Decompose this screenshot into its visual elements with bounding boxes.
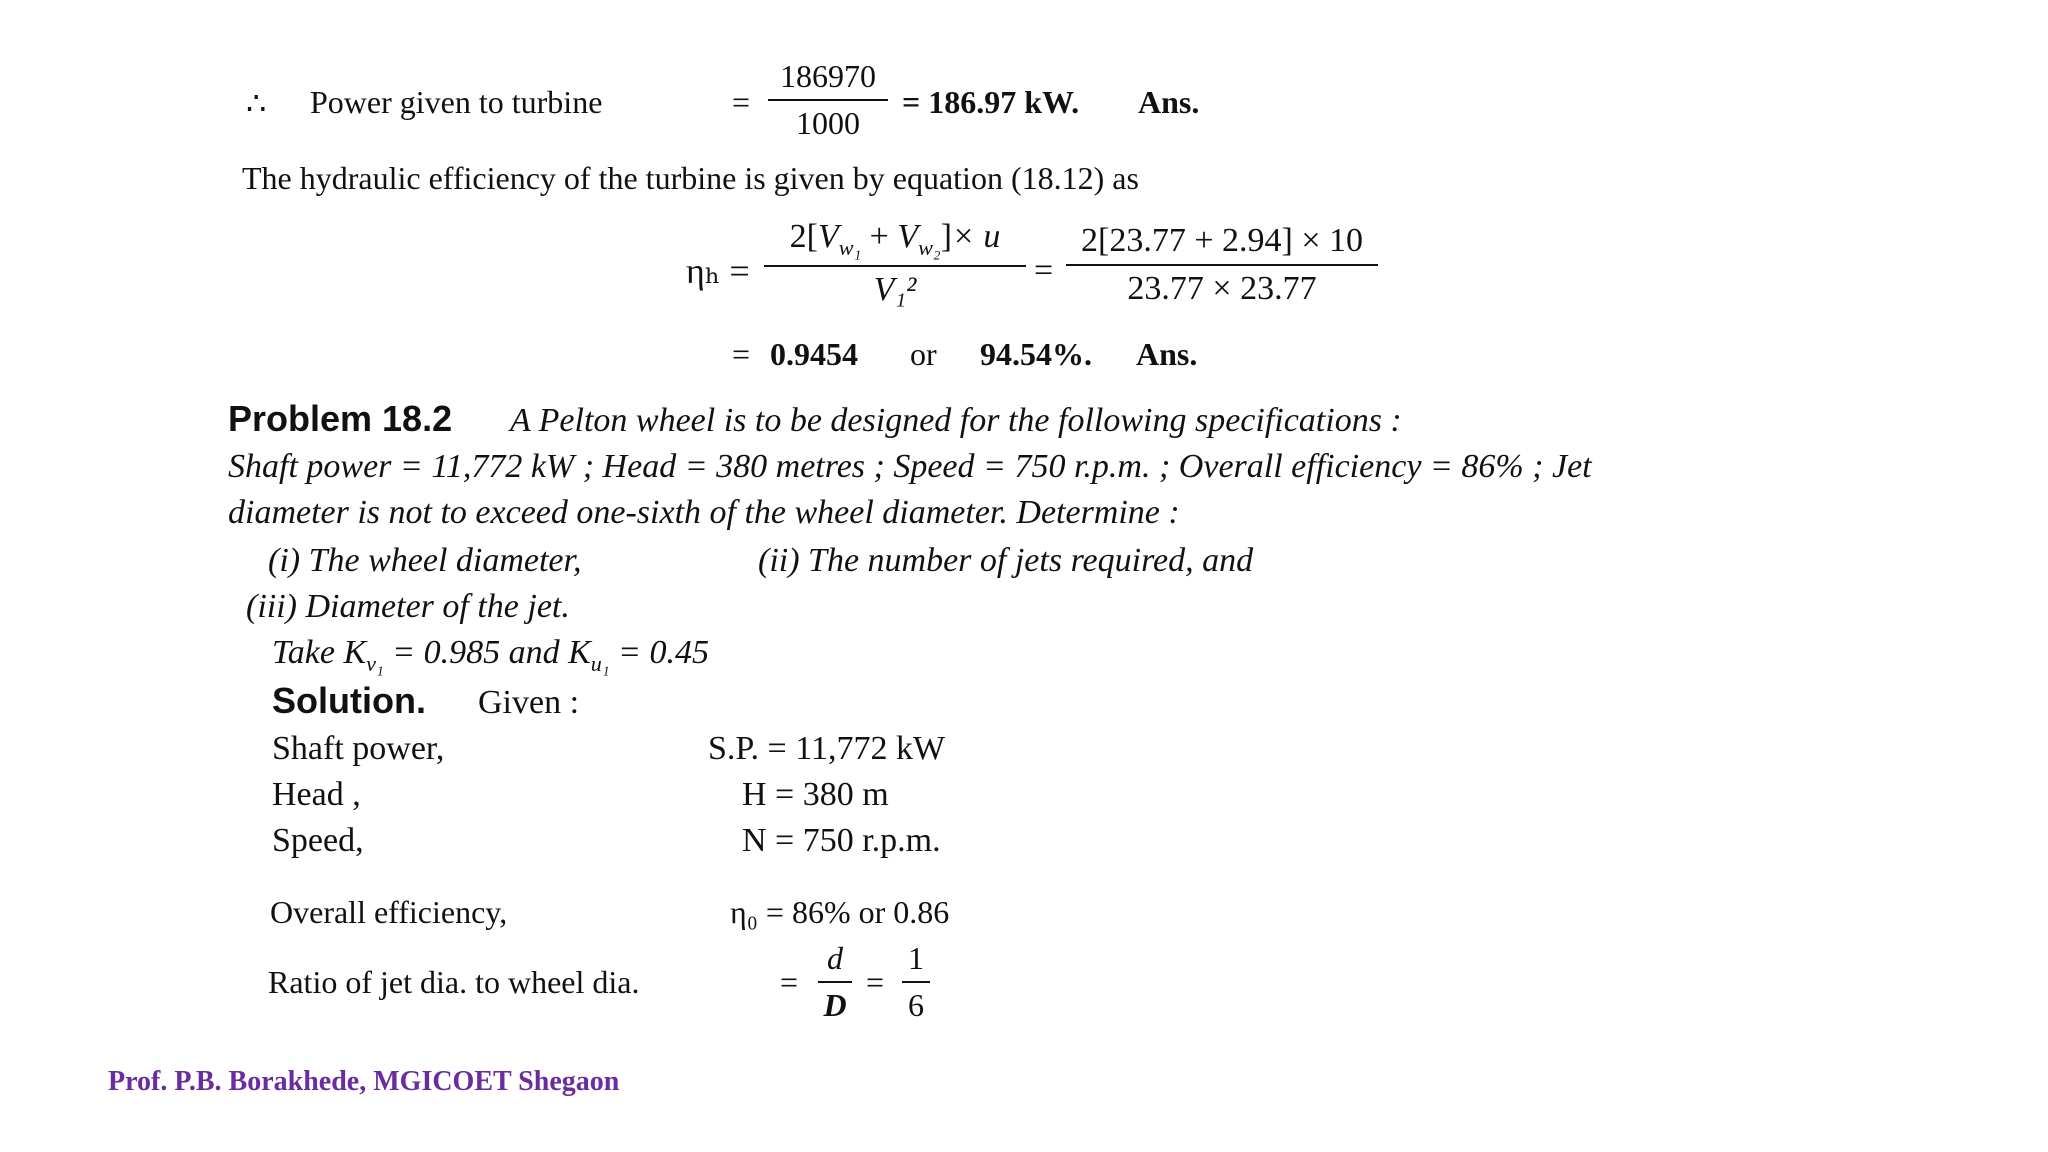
given-head-label: Head ,	[272, 776, 361, 813]
fraction-bar	[768, 99, 888, 101]
formula-denominator: V₁²	[873, 270, 917, 308]
problem-line1: A Pelton wheel is to be designed for the following specifications :	[510, 402, 1402, 439]
power-result: = 186.97 kW.	[902, 84, 1080, 120]
formula-vw2: V	[897, 218, 919, 255]
efficiency-ans: Ans.	[1136, 336, 1198, 372]
given-speed-label: Speed,	[272, 822, 364, 859]
given-shaft-power-value: S.P. = 11,772 kW	[708, 730, 946, 767]
efficiency-value: 0.9454	[770, 336, 858, 372]
take-k-u: = 0.985 and K	[383, 634, 591, 671]
solution-given: Given :	[478, 684, 580, 721]
formula-times-u: × u	[951, 218, 1001, 255]
formula-plus: +	[861, 218, 898, 255]
fraction-bar	[1066, 264, 1378, 266]
formula-w2-sub: w₂	[918, 234, 941, 260]
given-shaft-power-label: Shaft power,	[272, 730, 445, 767]
problem-item-2: (ii) The number of jets required, and	[758, 542, 1254, 579]
given-head-value: H = 380 m	[742, 776, 889, 813]
power-fraction	[768, 58, 888, 142]
problem-title: Problem 18.2	[228, 398, 453, 439]
ratio-denominator-D: D	[823, 987, 847, 1023]
hydraulic-formula	[764, 218, 1026, 309]
formula-w1-sub: w₁	[838, 234, 862, 260]
equals-sign: =	[1034, 252, 1054, 289]
overall-efficiency-label: Overall efficiency,	[270, 894, 508, 930]
ratio-equals-2: =	[866, 964, 885, 1000]
ratio-fraction-one-sixth	[902, 940, 930, 1024]
power-label: Power given to turbine	[310, 84, 603, 120]
ratio-fraction-d-over-D	[818, 940, 852, 1024]
formula-coefficient: 2	[789, 218, 807, 255]
ratio-numerator-d: d	[827, 940, 843, 976]
fraction-bar	[818, 981, 852, 983]
power-numerator: 186970	[780, 58, 876, 94]
substituted-denominator: 23.77 × 23.77	[1127, 270, 1317, 307]
take-k-u-sub: u₁	[590, 650, 610, 676]
eta-h-label: ηₕ =	[686, 251, 750, 291]
problem-line3: diameter is not to exceed one-sixth of the wheel diameter. Determine :	[228, 494, 1180, 531]
result-or: or	[910, 336, 937, 372]
formula-vw1: V	[817, 218, 839, 255]
footer-credit: Prof. P.B. Borakhede, MGICOET Shegaon	[108, 1066, 620, 1097]
take-k-u-value: = 0.45	[609, 634, 709, 671]
problem-item-1: (i) The wheel diameter,	[268, 542, 582, 579]
solution-title: Solution.	[272, 680, 426, 721]
therefore-symbol: ∴	[246, 85, 267, 121]
efficiency-percent: 94.54%.	[980, 336, 1092, 372]
ratio-equals: =	[780, 964, 799, 1000]
ratio-denominator-6: 6	[908, 987, 924, 1023]
power-denominator: 1000	[796, 105, 860, 141]
power-ans: Ans.	[1138, 84, 1200, 120]
result-equals: =	[732, 336, 751, 372]
problem-line2: Shaft power = 11,772 kW ; Head = 380 metres ; Speed = 750 r.p.m. ; Overall efficiency = 86% ; Jet	[228, 448, 1592, 485]
ratio-label: Ratio of jet dia. to wheel dia.	[268, 964, 640, 1000]
ratio-numerator-1: 1	[908, 940, 924, 976]
problem-item-3: (iii) Diameter of the jet.	[246, 588, 570, 625]
take-k-v-sub: v₁	[366, 650, 384, 676]
overall-efficiency-value: η₀ = 86% or 0.86	[730, 894, 950, 930]
equals-sign: =	[732, 84, 751, 120]
take-constants	[272, 634, 709, 677]
fraction-bar	[764, 265, 1026, 267]
efficiency-intro: The hydraulic efficiency of the turbine is given by equation (18.12) as	[242, 160, 1139, 196]
take-k-v: Take K	[272, 634, 367, 671]
substituted-numerator: 2[23.77 + 2.94] × 10	[1081, 222, 1363, 259]
substituted-fraction	[1066, 222, 1378, 308]
fraction-bar	[902, 981, 930, 983]
formula-numerator: $2[V_{w_1} + V_{w_2}]\times u$	[789, 218, 1001, 260]
given-speed-value: N = 750 r.p.m.	[742, 822, 941, 859]
